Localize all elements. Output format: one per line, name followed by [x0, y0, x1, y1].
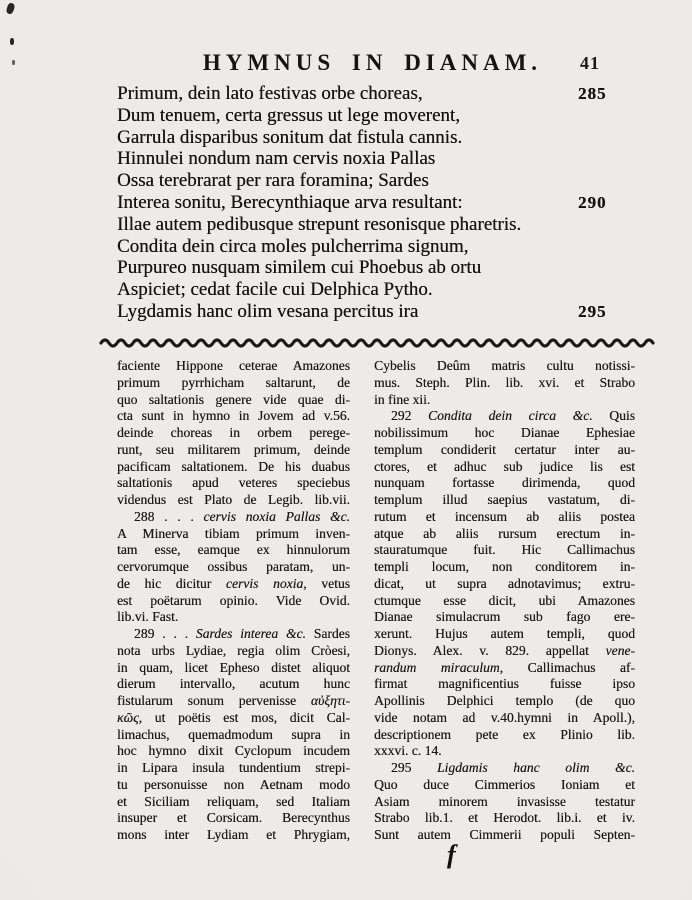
footnote-line [117, 760, 350, 777]
footnote-line [374, 643, 635, 660]
verse-number: 285 [578, 84, 607, 103]
verse-number: 290 [578, 192, 607, 212]
footnote-line [117, 492, 350, 509]
footnote-text: templum illud saepius vastatum, di- [374, 492, 635, 507]
footnote-text: templum condiderit certatur inter au- [374, 441, 635, 457]
footnote-italic-text: vene- [605, 642, 635, 658]
footnote-text: 292 [391, 408, 429, 424]
footnote-line [117, 827, 350, 844]
poem-line [117, 301, 642, 323]
footnote-text: Quis [592, 408, 635, 424]
footnote-text: xerunt. Hujus autem templi, quod [374, 626, 635, 641]
footnote-text: rutum et incensum ab aliis postea [374, 508, 635, 524]
footnote-line [374, 526, 635, 543]
footnote-text: ctores, et adhuc sub judice lis est [374, 458, 635, 474]
footnote-line [374, 509, 635, 526]
footnote-line [374, 492, 635, 509]
footnote-line [374, 777, 635, 794]
footnote-line [374, 676, 635, 693]
footnote-line [374, 358, 635, 375]
footnote-text: de hic dicitur [117, 575, 226, 591]
footnote-text: tam esse, eamque ex hinnulorum [117, 542, 350, 558]
footnote-text: quo saltationis genere vide quae di- [117, 391, 350, 407]
footnote-line [374, 660, 635, 677]
footnote-line [117, 609, 350, 626]
footnote-line [117, 810, 350, 827]
footnote-line [374, 609, 635, 626]
footnote-text: primum pyrrhicham saltarunt, de [117, 374, 350, 390]
footnote-italic-text: randum miraculum [374, 659, 500, 675]
footnote-text: et Siciliam reliquam, sed Italiam [117, 793, 350, 809]
footnote-line [374, 442, 635, 459]
footnote-line [374, 576, 635, 593]
footnote-text: pacificam saltationem. De his duabus [117, 458, 350, 474]
poem-block [117, 83, 642, 323]
footnote-line [117, 794, 350, 811]
footnote-line [374, 425, 635, 442]
footnote-text: , Callimachus af- [499, 659, 635, 675]
footnote-text: cta sunt in hymno in Jovem ad v.56. [117, 408, 350, 424]
footnote-text: fistularum sonum pervenisse [117, 693, 311, 708]
footnote-text: vide notam ad v.40.hymni in Apoll.), [374, 709, 635, 725]
footnote-text: Sunt autem Cimmerii populi Septen- [374, 827, 635, 842]
footnote-text: 295 [391, 760, 437, 775]
page-title: HYMNUS IN DIANAM. [202, 50, 543, 75]
poem-line-text: Illae autem pedibusque strepunt resonisque pharetris. [117, 213, 522, 235]
poem-line-text: Interea sonitu, Berecynthiaque arva resultant: [117, 191, 463, 213]
footnote-line [117, 777, 350, 794]
footnote-column-right [374, 358, 635, 844]
footnote-text: 288 . . . [134, 508, 204, 524]
footnote-italic-text: αὐξητι- [310, 693, 350, 708]
footnote-line [374, 542, 635, 559]
poem-line-text: Ossa terebrarat per rara foramina; Sardes [117, 170, 429, 192]
footnote-text: descriptionem pete ex Plinio lib. [374, 726, 635, 742]
footnote-line [117, 392, 350, 409]
footnote-line [117, 475, 350, 492]
poem-line-text: Purpureo nusquam similem cui Phoebus ab ortu [117, 257, 482, 279]
footnote-text: xxxvi. c. 14. [374, 743, 442, 759]
footnote-text: videndus est Plato de Legib. lib.vii. [117, 492, 350, 507]
poem-line [117, 83, 642, 105]
footnote-text: Quo duce Cimmerios Ioniam et [374, 776, 635, 792]
footnote-line [117, 576, 350, 593]
footnote-line [374, 827, 635, 844]
footnote-line [374, 760, 635, 777]
poem-line [117, 170, 642, 192]
footnote-line [374, 459, 635, 476]
footnote-text: ctumque esse dicit, ubi Amazones [374, 592, 635, 608]
footnote-text: dierum intervallo, acutum hunc [117, 676, 350, 692]
footnote-text: mus. Steph. Plin. lib. xvi. et Strabo [374, 374, 635, 390]
footnote-text: nunquam fortasse dirimenda, quod [374, 475, 635, 491]
poem-line-text: Hinnulei nondum nam cervis noxia Pallas [117, 148, 436, 170]
footnote-text: nobilissimum hoc Dianae Ephesiae [374, 425, 635, 440]
footnote-text: mons inter Lydiam et Phrygiam, [117, 827, 350, 842]
footnote-line [117, 375, 350, 392]
footnote-italic-text: Sardes interea &c. [195, 626, 306, 641]
footnote-line [374, 375, 635, 392]
footnote-text: templi locum, non conditorem in- [374, 559, 635, 574]
footnote-line [117, 626, 350, 643]
footnote-line [117, 459, 350, 476]
footnote-line [117, 526, 350, 543]
footnote-line [374, 794, 635, 811]
footnote-italic-text: Condita dein circa &c. [428, 408, 593, 424]
poem-line [117, 127, 642, 149]
footnote-text: limachus, quemadmodum supra in [117, 726, 350, 742]
footnote-line [374, 693, 635, 710]
footnote-line [374, 559, 635, 576]
footnote-text: atque ab aliis rursum erectum in- [374, 525, 635, 541]
footnote-line [117, 509, 350, 526]
poem-line-text: Lygdamis hanc olim vesana percitus ira [117, 300, 419, 322]
footnote-line [117, 593, 350, 610]
footnote-line [374, 810, 635, 827]
ink-speck [12, 60, 15, 65]
footnote-text: in quam, licet Epheso distet aliquot [117, 659, 350, 675]
poem-line-text: Primum, dein lato festivas orbe choreas, [117, 83, 423, 104]
footnote-text: faciente Hippone ceterae Amazones [117, 358, 350, 373]
footnote-line [117, 710, 350, 727]
footnote-text: insuper et Corsicam. Berecynthus [117, 810, 350, 826]
footnote-line [117, 676, 350, 693]
section-divider-path [101, 340, 653, 346]
footnote-italic-text: cervis noxia [225, 575, 304, 591]
footnote-line [374, 626, 635, 643]
poem-line-text: Dum tenuem, certa gressus ut lege moverent, [117, 104, 460, 126]
footnote-line [117, 727, 350, 744]
footnote-italic-text: κῶς [117, 709, 139, 725]
poem-line [117, 257, 642, 279]
catchword: f [447, 840, 456, 869]
poem-line [117, 279, 642, 301]
footnote-text: deinde choreas in orbem perege- [117, 425, 350, 440]
footnote-text: , vetus [303, 575, 350, 591]
footnote-text: A Minerva tibiam primum inven- [117, 525, 350, 541]
footnote-text: Cybelis Deûm matris cultu notissi- [374, 358, 635, 373]
footnote-line [117, 425, 350, 442]
footnote-text: cervorumque ossibus paratam, un- [117, 559, 350, 574]
footnote-line [117, 408, 350, 425]
footnote-line [374, 408, 635, 425]
poem-line-text: Condita dein circa moles pulcherrima signum, [117, 235, 469, 257]
section-divider [99, 335, 659, 348]
footnote-text: runt, seu militarem primum, deinde [117, 441, 350, 457]
footnote-text: Sardes [305, 626, 351, 641]
poem-line [117, 105, 642, 127]
footnote-text: Apollinis Delphici templo (de quo [374, 693, 635, 708]
footnote-text: Strabo lib.1. et Herodot. lib.i. et iv. [374, 810, 635, 826]
footnote-text: in Lipara insula tundentium strepi- [117, 760, 350, 775]
footnote-text: est poëtarum opinio. Vide Ovid. [117, 592, 350, 608]
footnote-line [117, 743, 350, 760]
footnote-text: hoc hymno dixit Cyclopum incudem [117, 743, 350, 759]
footnote-text: , ut poëtis est mos, dicit Cal- [138, 709, 350, 725]
footnote-text: in fine xii. [374, 391, 431, 407]
verse-number: 295 [578, 301, 607, 321]
footnote-text: Dionys. Alex. v. 829. appellat [374, 642, 606, 658]
footnote-line [374, 392, 635, 409]
poem-line [117, 148, 642, 170]
footnote-line [117, 643, 350, 660]
ink-speck [10, 38, 14, 45]
footnote-column-left [117, 358, 350, 844]
footnote-line [374, 593, 635, 610]
footnote-line [117, 358, 350, 375]
footnote-line [374, 710, 635, 727]
footnote-text: Asiam minorem invasisse testatur [374, 793, 635, 809]
footnote-line [117, 442, 350, 459]
poem-line [117, 236, 642, 258]
footnote-text: lib.vi. Fast. [117, 609, 179, 625]
footnote-italic-text: Ligdamis hanc olim &c. [437, 760, 636, 775]
footnote-line [374, 727, 635, 744]
footnote-text: Dianae simulacrum sub fago ere- [374, 609, 635, 625]
footnote-line [374, 743, 635, 760]
footnote-text: dicat, ut supra adnotavimus; extru- [374, 575, 635, 591]
footnote-text: nota urbs Lydiae, regia olim Cròesi, [117, 642, 350, 658]
ink-speck [5, 2, 15, 15]
poem-line [117, 192, 642, 214]
footnote-text: firmat magnificentius fuisse ipso [374, 676, 635, 692]
page-number: 41 [580, 53, 600, 73]
footnote-line [374, 475, 635, 492]
footnote-line [117, 542, 350, 559]
footnote-line [117, 693, 350, 710]
poem-line-text: Garrula disparibus sonitum dat fistula cannis. [117, 126, 463, 148]
poem-line [117, 214, 642, 236]
footnote-line [117, 660, 350, 677]
footnote-line [117, 559, 350, 576]
poem-line-text: Aspiciet; cedat facile cui Delphica Pytho. [117, 279, 433, 301]
footnote-text: 289 . . . [134, 626, 196, 641]
footnote-italic-text: cervis noxia Pallas &c. [203, 508, 350, 524]
footnote-text: tu personuisse non Aetnam modo [117, 776, 350, 792]
footnote-text: saltationis apud veteres speciebus [117, 475, 350, 491]
footnote-text: stauratumque fuit. Hic Callimachus [374, 542, 635, 558]
